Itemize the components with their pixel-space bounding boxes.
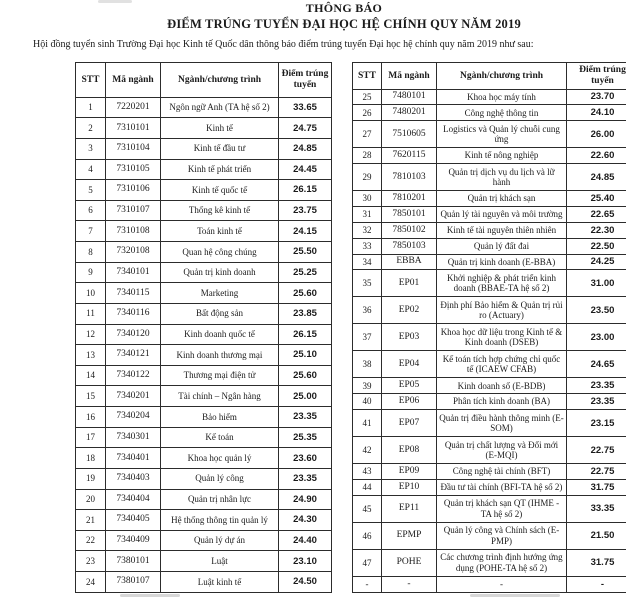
table-cell-code: 7850103 [382, 238, 437, 254]
table-row [353, 121, 626, 148]
table-cell-program: Định phí Bảo hiểm & Quản trị rủi ro (Actuary) [437, 297, 567, 324]
table-cell-code: EPMP [382, 522, 437, 549]
table-cell-program: Khoa học dữ liệu trong Kinh tế & Kinh doanh (DSEB) [437, 324, 567, 351]
table-row [353, 164, 626, 191]
table-row [76, 159, 332, 180]
table-cell-code: 7380107 [106, 572, 161, 593]
table-cell-code: 7340405 [106, 510, 161, 531]
table-cell-stt: 19 [76, 468, 106, 489]
table-cell-score: 24.30 [279, 510, 332, 531]
table-cell-code: 7310108 [106, 221, 161, 242]
table-cell-program: Kinh tế quốc tế [161, 180, 279, 201]
table-row [76, 283, 332, 304]
table-cell-program: Khoa học máy tính [437, 89, 567, 105]
table-cell-program: Quản lý công và Chính sách (E-PMP) [437, 522, 567, 549]
table-cell-score: 26.15 [279, 324, 332, 345]
table-cell-program: Bảo hiểm [161, 407, 279, 428]
table-row [353, 410, 626, 437]
table-cell-stt: 45 [353, 495, 382, 522]
table-row [353, 549, 626, 576]
table-row [353, 464, 626, 480]
table-cell-program: Công nghệ thông tin [437, 105, 567, 121]
table-cell-program: Ngôn ngữ Anh (TA hệ số 2) [161, 97, 279, 118]
table-cell-score: 23.35 [567, 394, 626, 410]
table-cell-stt: 3 [76, 138, 106, 159]
table-cell-score: 21.50 [567, 522, 626, 549]
table-cell-score: 22.60 [567, 148, 626, 164]
table-cell-score: 23.35 [279, 468, 332, 489]
table-cell-code: 7220201 [106, 97, 161, 118]
table-cell-code: EP11 [382, 495, 437, 522]
table-cell-code: EP03 [382, 324, 437, 351]
table-cell-stt: 42 [353, 437, 382, 464]
table-cell-stt: 2 [76, 118, 106, 139]
table-cell-program: Khởi nghiệp & phát triển kinh doanh (BBAE-TA hệ số 2) [437, 270, 567, 297]
table-row [353, 324, 626, 351]
table-cell-code: EP05 [382, 378, 437, 394]
table-cell-code: POHE [382, 549, 437, 576]
table-cell-score: 25.00 [279, 386, 332, 407]
table-row [353, 378, 626, 394]
table-cell-stt: 17 [76, 427, 106, 448]
table-cell-score: 23.50 [567, 297, 626, 324]
table-cell-program: Kinh tế phát triển [161, 159, 279, 180]
table-cell-stt: 21 [76, 510, 106, 531]
table-row [353, 191, 626, 207]
table-header-row [353, 63, 626, 90]
table-cell-program: Toán kinh tế [161, 221, 279, 242]
column-header: Ngành/chương trình [437, 63, 567, 90]
table-row [76, 427, 332, 448]
table-row [76, 180, 332, 201]
table-cell-program: Các chương trình định hướng ứng dụng (POHE-TA hệ số 2) [437, 549, 567, 576]
table-cell-stt: 6 [76, 200, 106, 221]
column-header: STT [76, 63, 106, 98]
table-cell-score: 25.10 [279, 345, 332, 366]
table-row [76, 262, 332, 283]
table-cell-program: Quản trị kinh doanh (E-BBA) [437, 254, 567, 270]
table-cell-score: 25.60 [279, 283, 332, 304]
table-cell-score: 23.10 [279, 551, 332, 572]
table-row [76, 200, 332, 221]
table-cell-stt: 7 [76, 221, 106, 242]
table-cell-code: EP02 [382, 297, 437, 324]
table-row [76, 324, 332, 345]
table-cell-stt: 24 [76, 572, 106, 593]
table-cell-stt: - [353, 576, 382, 592]
table-row [76, 530, 332, 551]
table-cell-code: 7340201 [106, 386, 161, 407]
table-cell-program: Kinh tế tài nguyên thiên nhiên [437, 222, 567, 238]
table-cell-stt: 29 [353, 164, 382, 191]
table-cell-score: 23.85 [279, 303, 332, 324]
table-cell-program: Kinh tế [161, 118, 279, 139]
table-cell-code: 7340409 [106, 530, 161, 551]
table-cell-program: Quản trị khách sạn QT (IHME - TA hệ số 2) [437, 495, 567, 522]
table-cell-code: 7310104 [106, 138, 161, 159]
table-cell-code: 7620115 [382, 148, 437, 164]
table-cell-score: 25.35 [279, 427, 332, 448]
table-row [353, 89, 626, 105]
table-cell-code: EBBA [382, 254, 437, 270]
table-cell-score: 24.75 [279, 118, 332, 139]
table-cell-program: Kinh doanh số (E-BDB) [437, 378, 567, 394]
table-cell-program: Quản trị chất lượng và Đổi mới (E-MQI) [437, 437, 567, 464]
table-cell-code: 7310105 [106, 159, 161, 180]
table-row [353, 254, 626, 270]
table-cell-program: Công nghệ tài chính (BFT) [437, 464, 567, 480]
table-cell-code: 7340101 [106, 262, 161, 283]
admission-table-right [352, 62, 626, 593]
table-cell-stt: 25 [353, 89, 382, 105]
table-cell-stt: 4 [76, 159, 106, 180]
table-cell-stt: 46 [353, 522, 382, 549]
table-cell-code: 7340204 [106, 407, 161, 428]
table-cell-stt: 26 [353, 105, 382, 121]
table-cell-score: 23.00 [567, 324, 626, 351]
page-subtitle: ĐIỂM TRÚNG TUYỂN ĐẠI HỌC HỆ CHÍNH QUY NĂM 2019 [167, 17, 521, 31]
table-cell-code: 7340401 [106, 448, 161, 469]
table-cell-stt: 5 [76, 180, 106, 201]
table-row [76, 221, 332, 242]
table-cell-score: 23.75 [279, 200, 332, 221]
table-cell-stt: 20 [76, 489, 106, 510]
table-cell-stt: 47 [353, 549, 382, 576]
table-cell-stt: 33 [353, 238, 382, 254]
table-cell-code: 7340122 [106, 365, 161, 386]
table-cell-score: 31.00 [567, 270, 626, 297]
table-cell-code: 7510605 [382, 121, 437, 148]
table-row [76, 118, 332, 139]
table-cell-stt: 44 [353, 480, 382, 496]
table-row [76, 510, 332, 531]
table-cell-program: Khoa học quản lý [161, 448, 279, 469]
table-cell-program: Đầu tư tài chính (BFI-TA hệ số 2) [437, 480, 567, 496]
table-row [76, 303, 332, 324]
table-cell-code: 7340404 [106, 489, 161, 510]
table-cell-score: 23.70 [567, 89, 626, 105]
table-row [76, 97, 332, 118]
table-row [76, 242, 332, 263]
admission-table-left [75, 62, 329, 593]
table-cell-stt: 34 [353, 254, 382, 270]
table-cell-code: 7340120 [106, 324, 161, 345]
table-cell-score: 24.45 [279, 159, 332, 180]
table-row [76, 407, 332, 428]
table-cell-score: 23.15 [567, 410, 626, 437]
table-cell-stt: 43 [353, 464, 382, 480]
table-cell-score: 24.15 [279, 221, 332, 242]
table-row [76, 489, 332, 510]
table-cell-program: Quản trị nhân lực [161, 489, 279, 510]
table-cell-score: 22.65 [567, 207, 626, 223]
table-row [353, 351, 626, 378]
column-header: Mã ngành [106, 63, 161, 98]
table-cell-score: 22.50 [567, 238, 626, 254]
table-cell-stt: 14 [76, 365, 106, 386]
table-cell-program: Quan hệ công chúng [161, 242, 279, 263]
table-row [353, 105, 626, 121]
table-cell-score: 24.40 [279, 530, 332, 551]
column-header: Ngành/chương trình [161, 63, 279, 98]
table-cell-program: Kinh doanh thương mại [161, 345, 279, 366]
table-cell-stt: 12 [76, 324, 106, 345]
table-cell-score: 23.60 [279, 448, 332, 469]
table-row [76, 551, 332, 572]
table-cell-code: 7480201 [382, 105, 437, 121]
table-cell-score: 22.30 [567, 222, 626, 238]
table-cell-score: 26.15 [279, 180, 332, 201]
table-cell-score: 26.00 [567, 121, 626, 148]
table-cell-score: 31.75 [567, 549, 626, 576]
table-cell-score: 24.10 [567, 105, 626, 121]
table-cell-program: Quản trị điều hành thông minh (E-SOM) [437, 410, 567, 437]
table-cell-program: Marketing [161, 283, 279, 304]
table-cell-score: 22.75 [567, 437, 626, 464]
table-cell-stt: 10 [76, 283, 106, 304]
column-header: Điểm trúng tuyển [279, 63, 332, 98]
table-cell-stt: 9 [76, 262, 106, 283]
table-cell-stt: 32 [353, 222, 382, 238]
table-cell-stt: 38 [353, 351, 382, 378]
table-header-row [76, 63, 332, 98]
table-cell-stt: 36 [353, 297, 382, 324]
table-cell-score: 24.85 [567, 164, 626, 191]
table-cell-program: Phân tích kinh doanh (BA) [437, 394, 567, 410]
table-cell-program: Hệ thống thông tin quản lý [161, 510, 279, 531]
table-cell-program: Tài chính – Ngân hàng [161, 386, 279, 407]
right-table [352, 62, 626, 593]
table-row [353, 495, 626, 522]
table-cell-code: 7340115 [106, 283, 161, 304]
table-cell-score: 24.65 [567, 351, 626, 378]
table-cell-code: EP07 [382, 410, 437, 437]
table-cell-program: Quản trị dịch vụ du lịch và lữ hành [437, 164, 567, 191]
table-cell-code: 7310101 [106, 118, 161, 139]
table-cell-stt: 40 [353, 394, 382, 410]
table-cell-program: Quản lý tài nguyên và môi trường [437, 207, 567, 223]
table-cell-program: Kinh doanh quốc tế [161, 324, 279, 345]
table-cell-program: Quản lý đất đai [437, 238, 567, 254]
table-cell-program: Quản lý công [161, 468, 279, 489]
table-row [76, 386, 332, 407]
table-row [353, 222, 626, 238]
table-row [353, 480, 626, 496]
table-cell-score: 33.35 [567, 495, 626, 522]
table-cell-code: 7340121 [106, 345, 161, 366]
table-cell-stt: 27 [353, 121, 382, 148]
table-cell-stt: 31 [353, 207, 382, 223]
table-row [76, 572, 332, 593]
column-header: STT [353, 63, 382, 90]
table-cell-program: Logistics và Quản lý chuỗi cung ứng [437, 121, 567, 148]
table-cell-score: 22.75 [567, 464, 626, 480]
table-cell-code: 7310106 [106, 180, 161, 201]
table-cell-stt: 28 [353, 148, 382, 164]
table-cell-score: 33.65 [279, 97, 332, 118]
table-cell-score: - [567, 576, 626, 592]
table-cell-stt: 30 [353, 191, 382, 207]
table-cell-stt: 41 [353, 410, 382, 437]
table-cell-score: 25.50 [279, 242, 332, 263]
table-cell-program: Thống kê kinh tế [161, 200, 279, 221]
table-cell-program: Kế toán [161, 427, 279, 448]
table-cell-score: 25.40 [567, 191, 626, 207]
table-cell-program: Quản trị kinh doanh [161, 262, 279, 283]
table-cell-code: 7850101 [382, 207, 437, 223]
table-cell-code: EP04 [382, 351, 437, 378]
table-row [353, 437, 626, 464]
table-cell-stt: 18 [76, 448, 106, 469]
table-cell-stt: 11 [76, 303, 106, 324]
table-cell-code: EP01 [382, 270, 437, 297]
table-cell-stt: 15 [76, 386, 106, 407]
table-cell-code: 7850102 [382, 222, 437, 238]
table-cell-score: 23.35 [567, 378, 626, 394]
table-cell-program: Bất động sản [161, 303, 279, 324]
table-row [353, 238, 626, 254]
table-cell-code: EP06 [382, 394, 437, 410]
table-cell-program: Quản trị khách sạn [437, 191, 567, 207]
table-cell-stt: 23 [76, 551, 106, 572]
table-row [353, 522, 626, 549]
table-cell-score: 23.35 [279, 407, 332, 428]
table-cell-code: EP09 [382, 464, 437, 480]
table-row [353, 297, 626, 324]
table-cell-stt: 37 [353, 324, 382, 351]
table-cell-code: 7320108 [106, 242, 161, 263]
table-cell-program: Quản lý dự án [161, 530, 279, 551]
table-row [353, 394, 626, 410]
table-cell-code: 7340116 [106, 303, 161, 324]
table-cell-stt: 8 [76, 242, 106, 263]
table-cell-code: 7340301 [106, 427, 161, 448]
page-title: THÔNG BÁO [305, 1, 383, 15]
table-cell-score: 25.25 [279, 262, 332, 283]
table-cell-program: Kinh tế nông nghiệp [437, 148, 567, 164]
table-cell-program: Kế toán tích hợp chứng chỉ quốc tế (ICAEW CFAB) [437, 351, 567, 378]
table-cell-code: 7340403 [106, 468, 161, 489]
table-cell-stt: 39 [353, 378, 382, 394]
table-cell-score: 25.60 [279, 365, 332, 386]
table-cell-program: - [437, 576, 567, 592]
table-cell-code: EP10 [382, 480, 437, 496]
table-cell-code: 7380101 [106, 551, 161, 572]
table-cell-stt: 13 [76, 345, 106, 366]
table-cell-score: 24.85 [279, 138, 332, 159]
table-cell-score: 24.90 [279, 489, 332, 510]
table-cell-score: 24.25 [567, 254, 626, 270]
table-cell-code: 7310107 [106, 200, 161, 221]
table-cell-program: Kinh tế đầu tư [161, 138, 279, 159]
table-row [353, 576, 626, 592]
table-cell-program: Luật kinh tế [161, 572, 279, 593]
table-cell-code: 7480101 [382, 89, 437, 105]
table-cell-code: EP08 [382, 437, 437, 464]
table-row [353, 207, 626, 223]
intro-text: Hội đồng tuyển sinh Trường Đại học Kinh tế Quốc dân thông báo điểm trúng tuyển Đại học hệ chính quy năm 2019 như sau: [33, 39, 534, 50]
table-row [76, 448, 332, 469]
column-header: Điểm trúng tuyển [567, 63, 626, 90]
table-row [76, 138, 332, 159]
table-cell-code: 7810201 [382, 191, 437, 207]
table-row [353, 148, 626, 164]
table-row [76, 345, 332, 366]
table-cell-program: Thương mại điện tử [161, 365, 279, 386]
table-cell-stt: 1 [76, 97, 106, 118]
left-table [75, 62, 332, 593]
column-header: Mã ngành [382, 63, 437, 90]
table-row [76, 365, 332, 386]
table-cell-stt: 35 [353, 270, 382, 297]
table-cell-stt: 22 [76, 530, 106, 551]
table-cell-code: 7810103 [382, 164, 437, 191]
table-row [353, 270, 626, 297]
table-cell-score: 24.50 [279, 572, 332, 593]
table-cell-code: - [382, 576, 437, 592]
table-cell-program: Luật [161, 551, 279, 572]
table-cell-stt: 16 [76, 407, 106, 428]
table-row [76, 468, 332, 489]
table-cell-score: 31.75 [567, 480, 626, 496]
